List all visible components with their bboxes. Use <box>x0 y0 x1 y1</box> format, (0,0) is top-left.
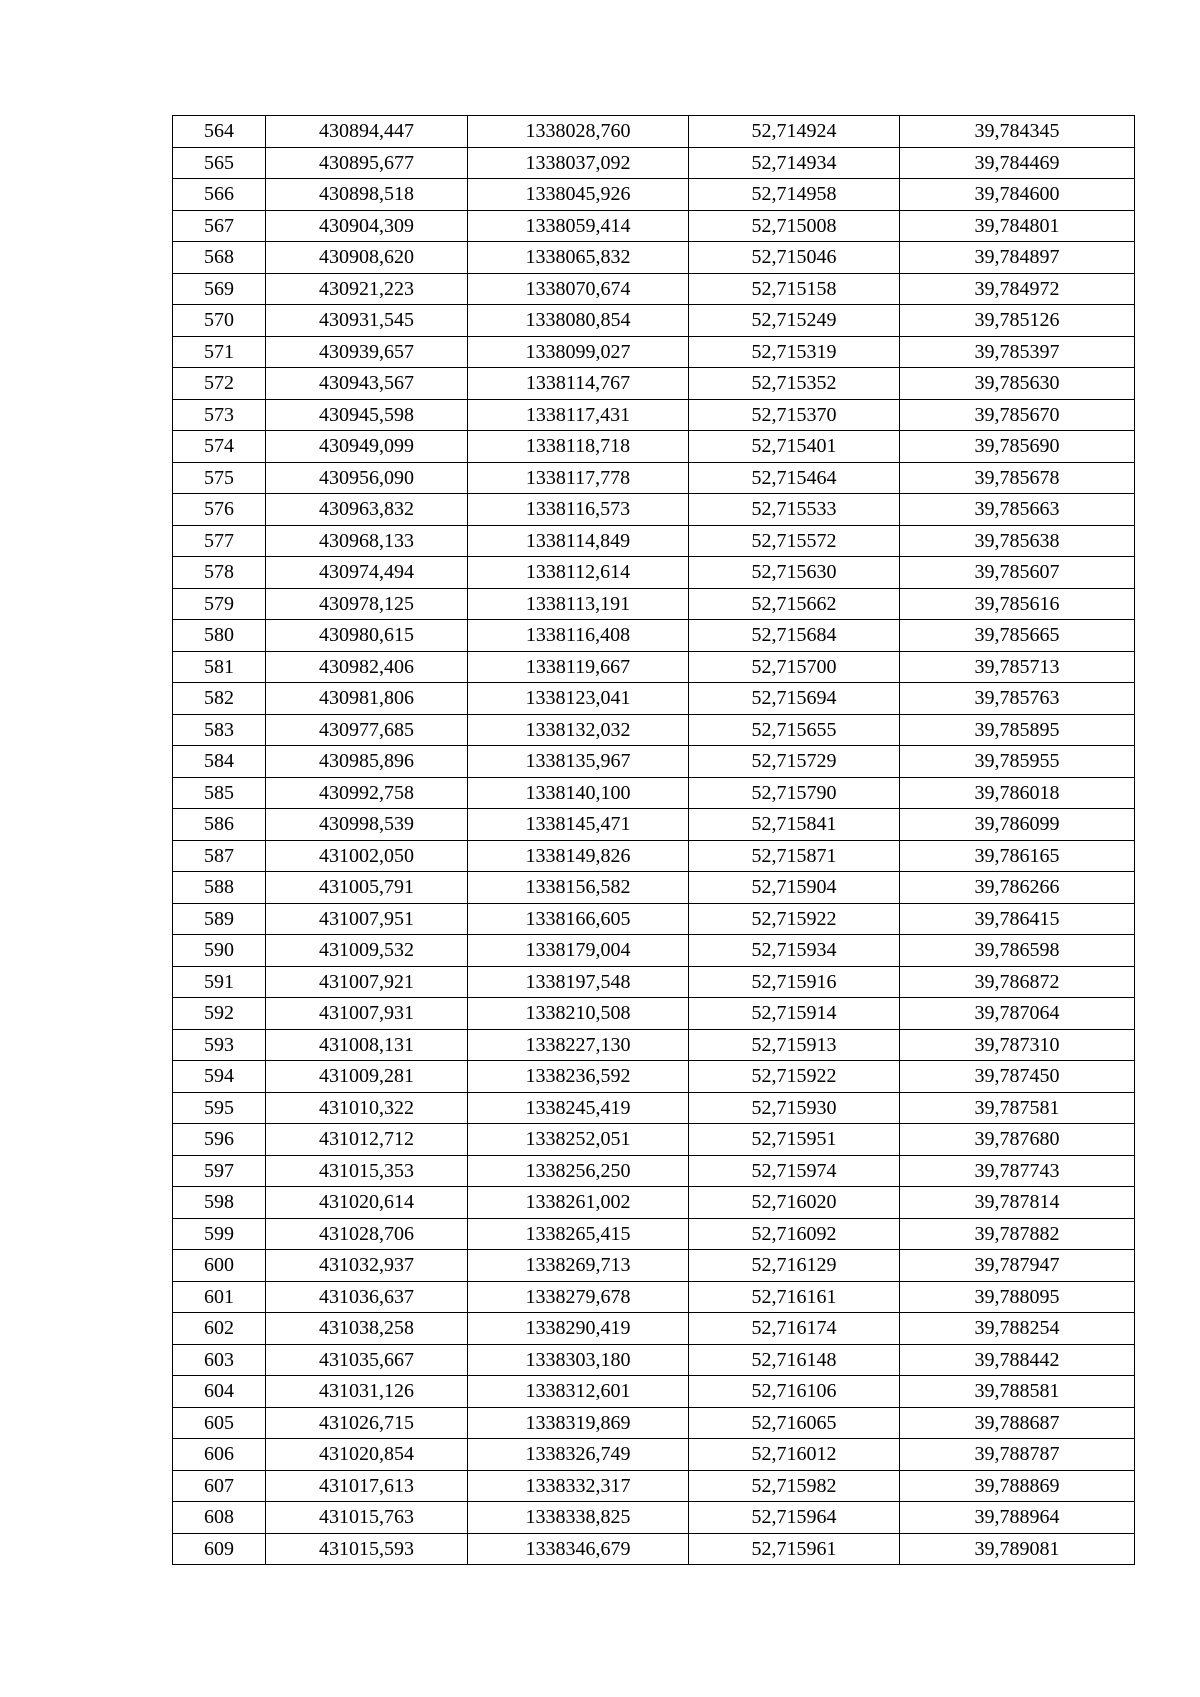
point-number-cell: 567 <box>173 210 266 242</box>
latitude-cell: 52,715922 <box>689 903 900 935</box>
x-coordinate-cell: 430949,099 <box>266 431 468 463</box>
x-coordinate-cell: 431015,593 <box>266 1533 468 1565</box>
point-number-cell: 569 <box>173 273 266 305</box>
point-number-cell: 573 <box>173 399 266 431</box>
x-coordinate-cell: 431038,258 <box>266 1313 468 1345</box>
y-coordinate-cell: 1338179,004 <box>468 935 689 967</box>
longitude-cell: 39,788095 <box>900 1281 1135 1313</box>
x-coordinate-cell: 431036,637 <box>266 1281 468 1313</box>
table-row <box>173 273 1135 305</box>
x-coordinate-cell: 430998,539 <box>266 809 468 841</box>
longitude-cell: 39,785663 <box>900 494 1135 526</box>
latitude-cell: 52,715913 <box>689 1029 900 1061</box>
latitude-cell: 52,715046 <box>689 242 900 274</box>
latitude-cell: 52,715662 <box>689 588 900 620</box>
point-number-cell: 592 <box>173 998 266 1030</box>
longitude-cell: 39,785895 <box>900 714 1135 746</box>
table-row <box>173 1061 1135 1093</box>
table-row <box>173 1250 1135 1282</box>
x-coordinate-cell: 431015,763 <box>266 1502 468 1534</box>
x-coordinate-cell: 430974,494 <box>266 557 468 589</box>
latitude-cell: 52,715464 <box>689 462 900 494</box>
latitude-cell: 52,715401 <box>689 431 900 463</box>
x-coordinate-cell: 430982,406 <box>266 651 468 683</box>
longitude-cell: 39,786099 <box>900 809 1135 841</box>
longitude-cell: 39,784897 <box>900 242 1135 274</box>
latitude-cell: 52,715964 <box>689 1502 900 1534</box>
table-row <box>173 1376 1135 1408</box>
point-number-cell: 605 <box>173 1407 266 1439</box>
longitude-cell: 39,784600 <box>900 179 1135 211</box>
latitude-cell: 52,715352 <box>689 368 900 400</box>
latitude-cell: 52,715914 <box>689 998 900 1030</box>
longitude-cell: 39,785713 <box>900 651 1135 683</box>
longitude-cell: 39,785955 <box>900 746 1135 778</box>
x-coordinate-cell: 430898,518 <box>266 179 468 211</box>
table-row <box>173 746 1135 778</box>
y-coordinate-cell: 1338236,592 <box>468 1061 689 1093</box>
point-number-cell: 588 <box>173 872 266 904</box>
y-coordinate-cell: 1338065,832 <box>468 242 689 274</box>
longitude-cell: 39,784469 <box>900 147 1135 179</box>
table-row <box>173 431 1135 463</box>
table-row <box>173 1407 1135 1439</box>
table-row <box>173 242 1135 274</box>
longitude-cell: 39,787743 <box>900 1155 1135 1187</box>
table-row <box>173 1439 1135 1471</box>
x-coordinate-cell: 430904,309 <box>266 210 468 242</box>
point-number-cell: 572 <box>173 368 266 400</box>
longitude-cell: 39,785616 <box>900 588 1135 620</box>
longitude-cell: 39,785665 <box>900 620 1135 652</box>
point-number-cell: 606 <box>173 1439 266 1471</box>
latitude-cell: 52,715630 <box>689 557 900 589</box>
table-row <box>173 998 1135 1030</box>
table-row <box>173 305 1135 337</box>
y-coordinate-cell: 1338118,718 <box>468 431 689 463</box>
latitude-cell: 52,716092 <box>689 1218 900 1250</box>
longitude-cell: 39,789081 <box>900 1533 1135 1565</box>
longitude-cell: 39,787947 <box>900 1250 1135 1282</box>
latitude-cell: 52,715904 <box>689 872 900 904</box>
latitude-cell: 52,715694 <box>689 683 900 715</box>
table-row <box>173 1502 1135 1534</box>
x-coordinate-cell: 431012,712 <box>266 1124 468 1156</box>
point-number-cell: 568 <box>173 242 266 274</box>
latitude-cell: 52,716020 <box>689 1187 900 1219</box>
y-coordinate-cell: 1338059,414 <box>468 210 689 242</box>
y-coordinate-cell: 1338117,778 <box>468 462 689 494</box>
y-coordinate-cell: 1338290,419 <box>468 1313 689 1345</box>
latitude-cell: 52,715158 <box>689 273 900 305</box>
x-coordinate-cell: 430945,598 <box>266 399 468 431</box>
x-coordinate-cell: 430921,223 <box>266 273 468 305</box>
y-coordinate-cell: 1338117,431 <box>468 399 689 431</box>
x-coordinate-cell: 431005,791 <box>266 872 468 904</box>
point-number-cell: 575 <box>173 462 266 494</box>
x-coordinate-cell: 431020,614 <box>266 1187 468 1219</box>
latitude-cell: 52,715684 <box>689 620 900 652</box>
y-coordinate-cell: 1338114,767 <box>468 368 689 400</box>
point-number-cell: 583 <box>173 714 266 746</box>
x-coordinate-cell: 430992,758 <box>266 777 468 809</box>
x-coordinate-cell: 430894,447 <box>266 116 468 148</box>
x-coordinate-cell: 431035,667 <box>266 1344 468 1376</box>
latitude-cell: 52,716106 <box>689 1376 900 1408</box>
x-coordinate-cell: 431028,706 <box>266 1218 468 1250</box>
x-coordinate-cell: 430977,685 <box>266 714 468 746</box>
point-number-cell: 608 <box>173 1502 266 1534</box>
x-coordinate-cell: 431009,532 <box>266 935 468 967</box>
x-coordinate-cell: 431007,921 <box>266 966 468 998</box>
longitude-cell: 39,787581 <box>900 1092 1135 1124</box>
y-coordinate-cell: 1338112,614 <box>468 557 689 589</box>
longitude-cell: 39,785670 <box>900 399 1135 431</box>
longitude-cell: 39,785126 <box>900 305 1135 337</box>
y-coordinate-cell: 1338256,250 <box>468 1155 689 1187</box>
latitude-cell: 52,715729 <box>689 746 900 778</box>
longitude-cell: 39,786018 <box>900 777 1135 809</box>
x-coordinate-cell: 431015,353 <box>266 1155 468 1187</box>
point-number-cell: 601 <box>173 1281 266 1313</box>
y-coordinate-cell: 1338312,601 <box>468 1376 689 1408</box>
y-coordinate-cell: 1338080,854 <box>468 305 689 337</box>
x-coordinate-cell: 431010,322 <box>266 1092 468 1124</box>
longitude-cell: 39,788869 <box>900 1470 1135 1502</box>
y-coordinate-cell: 1338045,926 <box>468 179 689 211</box>
x-coordinate-cell: 430985,896 <box>266 746 468 778</box>
point-number-cell: 580 <box>173 620 266 652</box>
y-coordinate-cell: 1338119,667 <box>468 651 689 683</box>
point-number-cell: 591 <box>173 966 266 998</box>
x-coordinate-cell: 431017,613 <box>266 1470 468 1502</box>
point-number-cell: 582 <box>173 683 266 715</box>
longitude-cell: 39,788254 <box>900 1313 1135 1345</box>
x-coordinate-cell: 431007,931 <box>266 998 468 1030</box>
table-row <box>173 588 1135 620</box>
y-coordinate-cell: 1338145,471 <box>468 809 689 841</box>
table-row <box>173 683 1135 715</box>
latitude-cell: 52,715871 <box>689 840 900 872</box>
latitude-cell: 52,714958 <box>689 179 900 211</box>
point-number-cell: 604 <box>173 1376 266 1408</box>
table-row <box>173 1218 1135 1250</box>
x-coordinate-cell: 430908,620 <box>266 242 468 274</box>
table-row <box>173 494 1135 526</box>
y-coordinate-cell: 1338279,678 <box>468 1281 689 1313</box>
x-coordinate-cell: 431031,126 <box>266 1376 468 1408</box>
y-coordinate-cell: 1338346,679 <box>468 1533 689 1565</box>
longitude-cell: 39,787680 <box>900 1124 1135 1156</box>
x-coordinate-cell: 431007,951 <box>266 903 468 935</box>
point-number-cell: 579 <box>173 588 266 620</box>
longitude-cell: 39,785690 <box>900 431 1135 463</box>
table-row <box>173 147 1135 179</box>
x-coordinate-cell: 430895,677 <box>266 147 468 179</box>
x-coordinate-cell: 430980,615 <box>266 620 468 652</box>
x-coordinate-cell: 430963,832 <box>266 494 468 526</box>
longitude-cell: 39,788964 <box>900 1502 1135 1534</box>
y-coordinate-cell: 1338338,825 <box>468 1502 689 1534</box>
point-number-cell: 590 <box>173 935 266 967</box>
y-coordinate-cell: 1338227,130 <box>468 1029 689 1061</box>
table-row <box>173 210 1135 242</box>
y-coordinate-cell: 1338303,180 <box>468 1344 689 1376</box>
point-number-cell: 571 <box>173 336 266 368</box>
latitude-cell: 52,715961 <box>689 1533 900 1565</box>
y-coordinate-cell: 1338070,674 <box>468 273 689 305</box>
point-number-cell: 585 <box>173 777 266 809</box>
point-number-cell: 596 <box>173 1124 266 1156</box>
longitude-cell: 39,785397 <box>900 336 1135 368</box>
y-coordinate-cell: 1338123,041 <box>468 683 689 715</box>
point-number-cell: 603 <box>173 1344 266 1376</box>
point-number-cell: 578 <box>173 557 266 589</box>
point-number-cell: 602 <box>173 1313 266 1345</box>
latitude-cell: 52,716129 <box>689 1250 900 1282</box>
table-row <box>173 1281 1135 1313</box>
y-coordinate-cell: 1338140,100 <box>468 777 689 809</box>
latitude-cell: 52,715008 <box>689 210 900 242</box>
latitude-cell: 52,715934 <box>689 935 900 967</box>
longitude-cell: 39,786415 <box>900 903 1135 935</box>
table-row <box>173 1344 1135 1376</box>
point-number-cell: 594 <box>173 1061 266 1093</box>
x-coordinate-cell: 430931,545 <box>266 305 468 337</box>
latitude-cell: 52,715370 <box>689 399 900 431</box>
x-coordinate-cell: 430978,125 <box>266 588 468 620</box>
table-row <box>173 1092 1135 1124</box>
table-row <box>173 399 1135 431</box>
latitude-cell: 52,715655 <box>689 714 900 746</box>
point-number-cell: 595 <box>173 1092 266 1124</box>
y-coordinate-cell: 1338261,002 <box>468 1187 689 1219</box>
y-coordinate-cell: 1338132,032 <box>468 714 689 746</box>
y-coordinate-cell: 1338135,967 <box>468 746 689 778</box>
latitude-cell: 52,716174 <box>689 1313 900 1345</box>
point-number-cell: 609 <box>173 1533 266 1565</box>
y-coordinate-cell: 1338113,191 <box>468 588 689 620</box>
longitude-cell: 39,788581 <box>900 1376 1135 1408</box>
x-coordinate-cell: 431002,050 <box>266 840 468 872</box>
table-row <box>173 1533 1135 1565</box>
x-coordinate-cell: 430981,806 <box>266 683 468 715</box>
x-coordinate-cell: 430939,657 <box>266 336 468 368</box>
point-number-cell: 566 <box>173 179 266 211</box>
longitude-cell: 39,787814 <box>900 1187 1135 1219</box>
table-row <box>173 840 1135 872</box>
longitude-cell: 39,785763 <box>900 683 1135 715</box>
y-coordinate-cell: 1338197,548 <box>468 966 689 998</box>
table-row <box>173 1187 1135 1219</box>
table-row <box>173 809 1135 841</box>
longitude-cell: 39,787450 <box>900 1061 1135 1093</box>
table-row <box>173 714 1135 746</box>
longitude-cell: 39,788687 <box>900 1407 1135 1439</box>
latitude-cell: 52,716148 <box>689 1344 900 1376</box>
table-row <box>173 1470 1135 1502</box>
x-coordinate-cell: 430968,133 <box>266 525 468 557</box>
point-number-cell: 581 <box>173 651 266 683</box>
longitude-cell: 39,786266 <box>900 872 1135 904</box>
latitude-cell: 52,716012 <box>689 1439 900 1471</box>
table-row <box>173 1155 1135 1187</box>
longitude-cell: 39,786872 <box>900 966 1135 998</box>
y-coordinate-cell: 1338252,051 <box>468 1124 689 1156</box>
longitude-cell: 39,787882 <box>900 1218 1135 1250</box>
point-number-cell: 587 <box>173 840 266 872</box>
y-coordinate-cell: 1338245,419 <box>468 1092 689 1124</box>
coordinates-table-body <box>173 116 1135 1565</box>
latitude-cell: 52,715974 <box>689 1155 900 1187</box>
longitude-cell: 39,784801 <box>900 210 1135 242</box>
y-coordinate-cell: 1338156,582 <box>468 872 689 904</box>
y-coordinate-cell: 1338116,573 <box>468 494 689 526</box>
point-number-cell: 597 <box>173 1155 266 1187</box>
point-number-cell: 564 <box>173 116 266 148</box>
y-coordinate-cell: 1338332,317 <box>468 1470 689 1502</box>
x-coordinate-cell: 430943,567 <box>266 368 468 400</box>
longitude-cell: 39,785607 <box>900 557 1135 589</box>
longitude-cell: 39,784345 <box>900 116 1135 148</box>
table-row <box>173 1029 1135 1061</box>
latitude-cell: 52,715951 <box>689 1124 900 1156</box>
latitude-cell: 52,715249 <box>689 305 900 337</box>
table-row <box>173 1313 1135 1345</box>
y-coordinate-cell: 1338099,027 <box>468 336 689 368</box>
latitude-cell: 52,715790 <box>689 777 900 809</box>
latitude-cell: 52,715982 <box>689 1470 900 1502</box>
latitude-cell: 52,715700 <box>689 651 900 683</box>
longitude-cell: 39,786598 <box>900 935 1135 967</box>
x-coordinate-cell: 431032,937 <box>266 1250 468 1282</box>
latitude-cell: 52,716161 <box>689 1281 900 1313</box>
point-number-cell: 584 <box>173 746 266 778</box>
y-coordinate-cell: 1338326,749 <box>468 1439 689 1471</box>
y-coordinate-cell: 1338269,713 <box>468 1250 689 1282</box>
x-coordinate-cell: 431020,854 <box>266 1439 468 1471</box>
longitude-cell: 39,788442 <box>900 1344 1135 1376</box>
point-number-cell: 598 <box>173 1187 266 1219</box>
point-number-cell: 570 <box>173 305 266 337</box>
x-coordinate-cell: 431026,715 <box>266 1407 468 1439</box>
y-coordinate-cell: 1338265,415 <box>468 1218 689 1250</box>
point-number-cell: 577 <box>173 525 266 557</box>
latitude-cell: 52,715841 <box>689 809 900 841</box>
latitude-cell: 52,715916 <box>689 966 900 998</box>
table-row <box>173 368 1135 400</box>
table-row <box>173 1124 1135 1156</box>
y-coordinate-cell: 1338116,408 <box>468 620 689 652</box>
longitude-cell: 39,787310 <box>900 1029 1135 1061</box>
y-coordinate-cell: 1338149,826 <box>468 840 689 872</box>
point-number-cell: 589 <box>173 903 266 935</box>
table-row <box>173 966 1135 998</box>
longitude-cell: 39,788787 <box>900 1439 1135 1471</box>
longitude-cell: 39,784972 <box>900 273 1135 305</box>
table-row <box>173 336 1135 368</box>
longitude-cell: 39,787064 <box>900 998 1135 1030</box>
longitude-cell: 39,786165 <box>900 840 1135 872</box>
x-coordinate-cell: 431008,131 <box>266 1029 468 1061</box>
point-number-cell: 593 <box>173 1029 266 1061</box>
point-number-cell: 599 <box>173 1218 266 1250</box>
longitude-cell: 39,785630 <box>900 368 1135 400</box>
latitude-cell: 52,715572 <box>689 525 900 557</box>
table-row <box>173 116 1135 148</box>
y-coordinate-cell: 1338166,605 <box>468 903 689 935</box>
latitude-cell: 52,714924 <box>689 116 900 148</box>
coordinates-table <box>172 115 1135 1565</box>
point-number-cell: 607 <box>173 1470 266 1502</box>
table-row <box>173 557 1135 589</box>
latitude-cell: 52,715922 <box>689 1061 900 1093</box>
y-coordinate-cell: 1338028,760 <box>468 116 689 148</box>
table-row <box>173 777 1135 809</box>
table-row <box>173 872 1135 904</box>
longitude-cell: 39,785678 <box>900 462 1135 494</box>
table-row <box>173 651 1135 683</box>
table-row <box>173 525 1135 557</box>
y-coordinate-cell: 1338319,869 <box>468 1407 689 1439</box>
x-coordinate-cell: 430956,090 <box>266 462 468 494</box>
x-coordinate-cell: 431009,281 <box>266 1061 468 1093</box>
y-coordinate-cell: 1338210,508 <box>468 998 689 1030</box>
latitude-cell: 52,715930 <box>689 1092 900 1124</box>
latitude-cell: 52,715533 <box>689 494 900 526</box>
longitude-cell: 39,785638 <box>900 525 1135 557</box>
latitude-cell: 52,716065 <box>689 1407 900 1439</box>
point-number-cell: 586 <box>173 809 266 841</box>
table-row <box>173 903 1135 935</box>
table-row <box>173 462 1135 494</box>
table-row <box>173 935 1135 967</box>
table-row <box>173 620 1135 652</box>
y-coordinate-cell: 1338037,092 <box>468 147 689 179</box>
latitude-cell: 52,715319 <box>689 336 900 368</box>
table-row <box>173 179 1135 211</box>
latitude-cell: 52,714934 <box>689 147 900 179</box>
y-coordinate-cell: 1338114,849 <box>468 525 689 557</box>
point-number-cell: 600 <box>173 1250 266 1282</box>
point-number-cell: 576 <box>173 494 266 526</box>
point-number-cell: 565 <box>173 147 266 179</box>
point-number-cell: 574 <box>173 431 266 463</box>
